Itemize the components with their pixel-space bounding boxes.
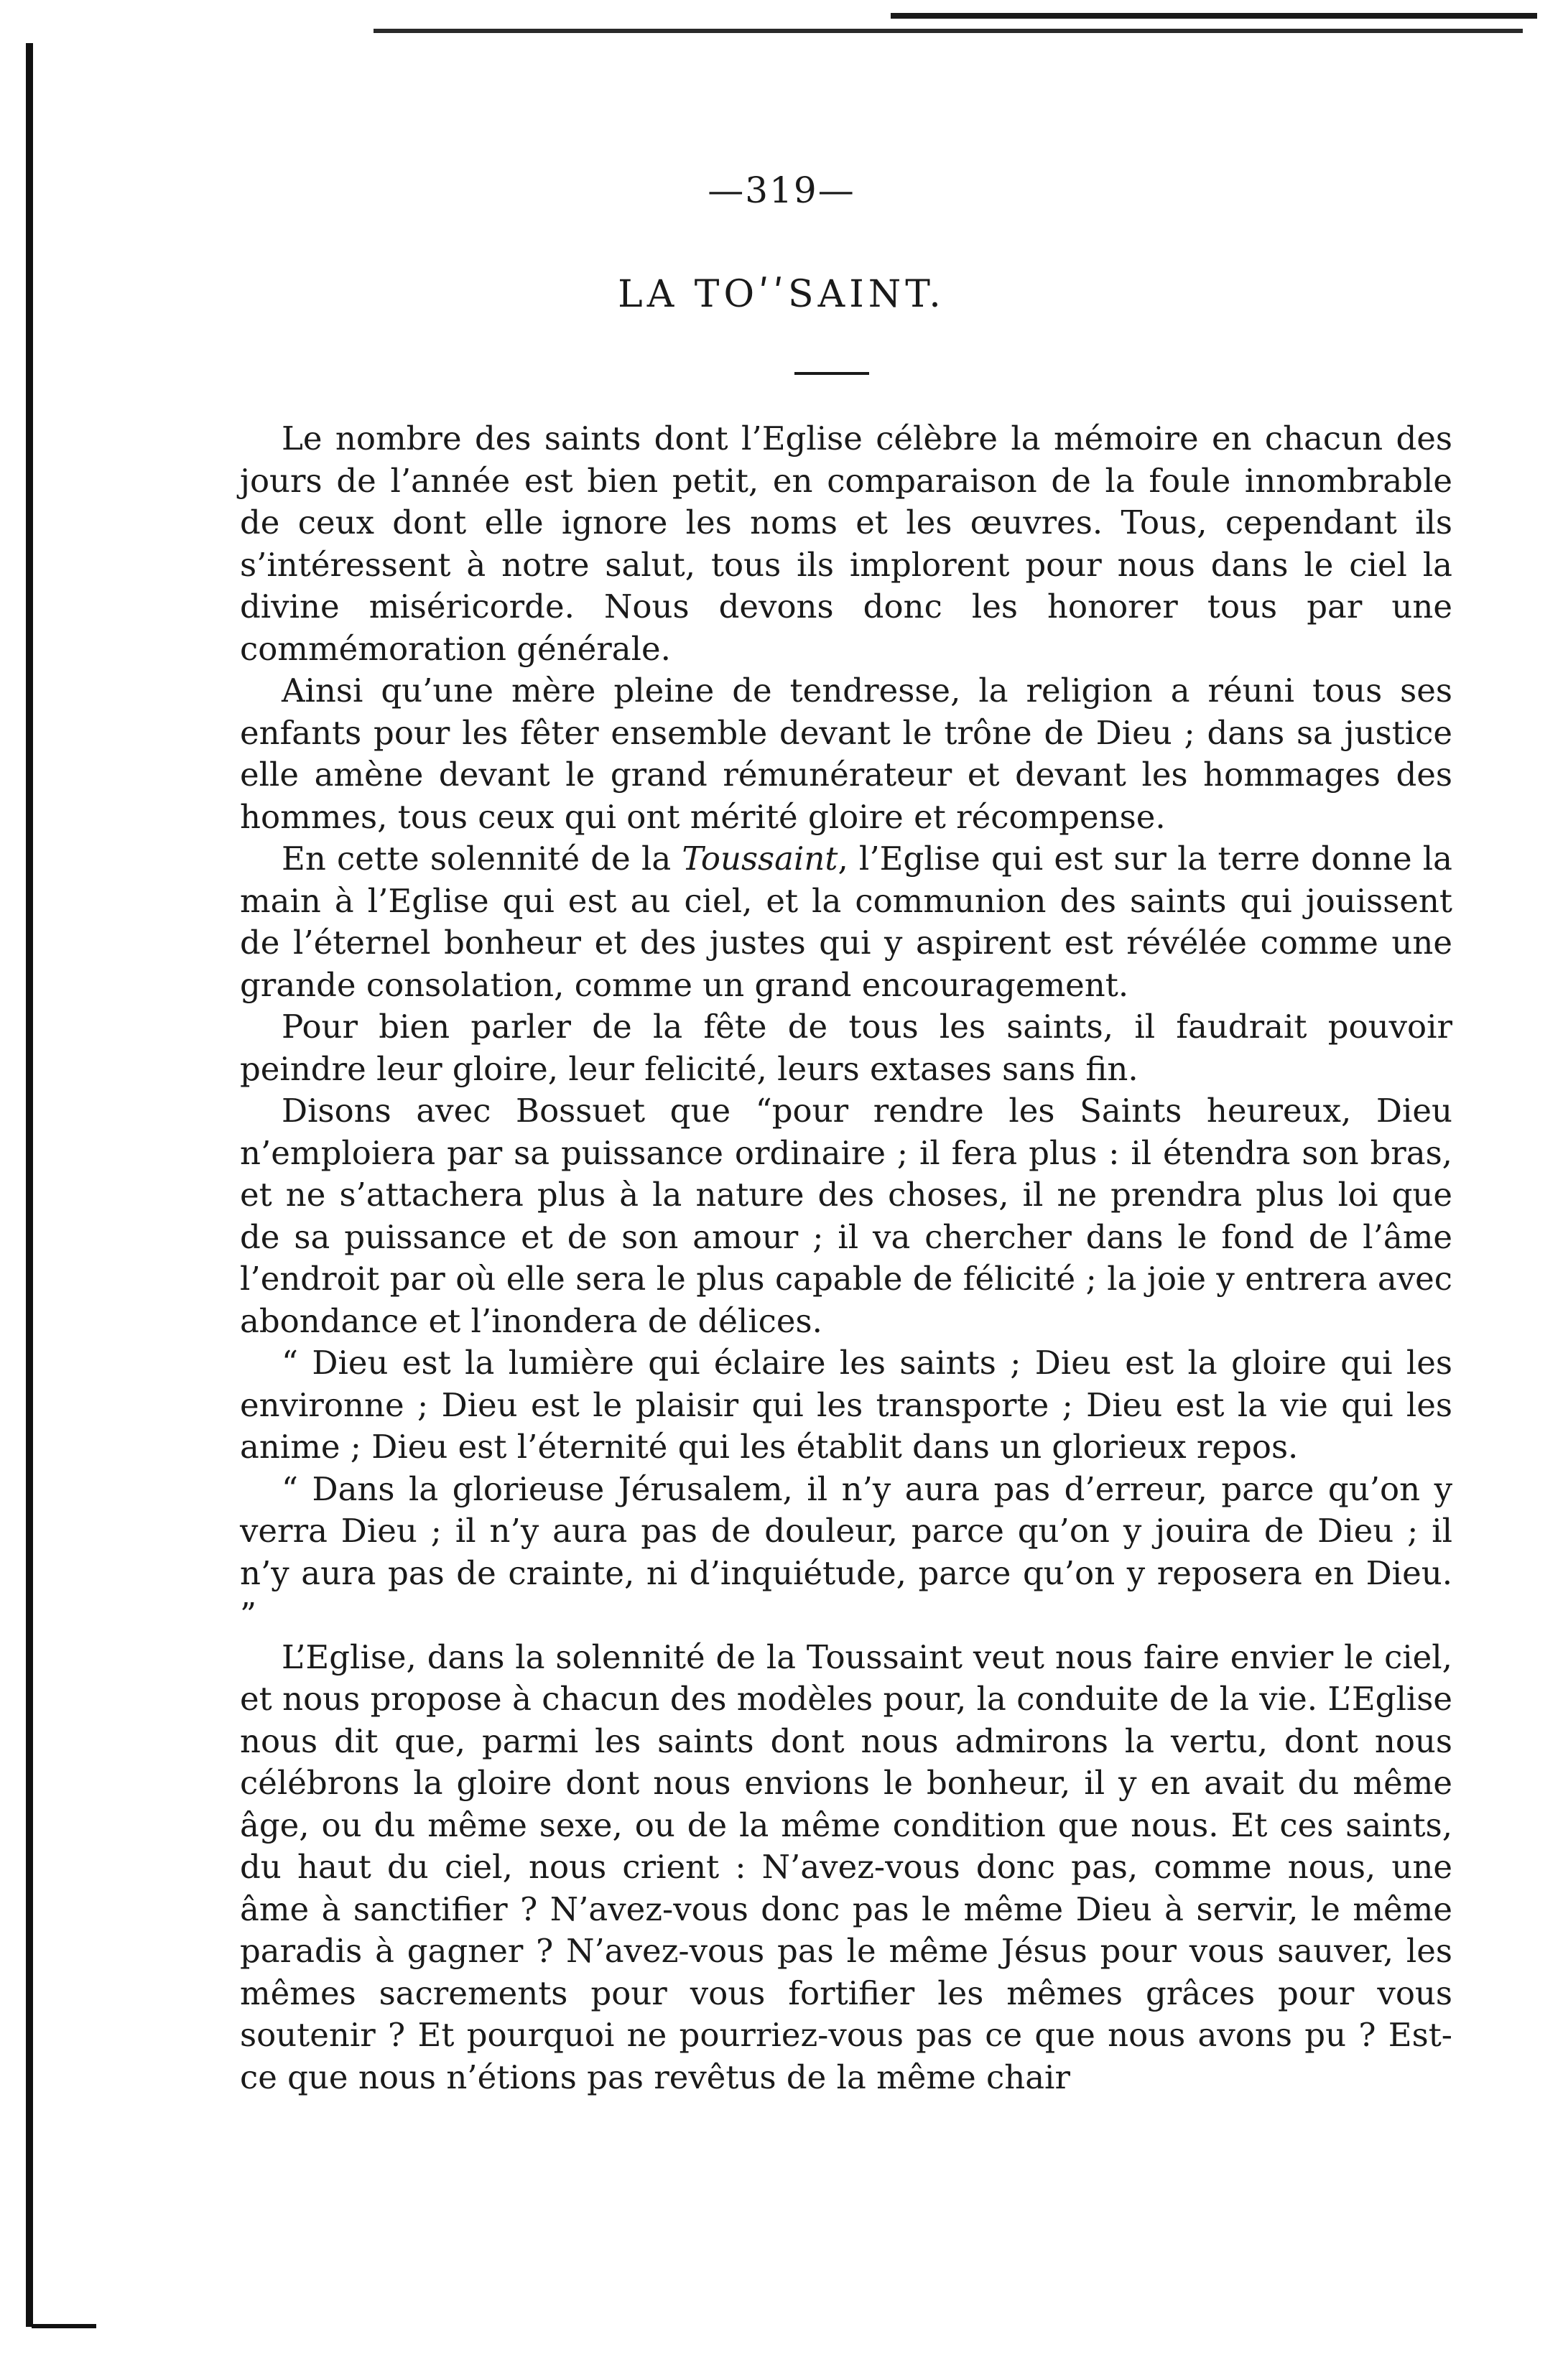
paragraph-3-end: , l’Eglise qui est sur la terre donne la main à l’Eglise qui est au ciel, et la communion des saints qui jouissent de l’éternel bonheur et des justes qui y aspirent est révélée comme une grande consolation, comme un grand encouragement. <box>240 840 1452 1004</box>
toussaint-italic: Toussaint <box>682 840 838 878</box>
title-rule <box>794 372 869 375</box>
paragraph-5: Disons avec Bossuet que “pour rendre les Saints heureux, Dieu n’emploiera par sa puissance ordinaire ; il fera plus : il étendra son bras, et ne s’attachera plus à la nature des choses, il ne prendra plus loi que de sa puissance et de son amour ; il va chercher dans le fond de l’âme l’endroit par où elle sera le plus capable de félicité ; la joie y entrera avec abondance et l’inondera de délices. <box>240 1092 1452 1340</box>
paragraph-4: Pour bien parler de la fête de tous les saints, il faudrait pouvoir peindre leur gloire, leur felicité, leurs extases sans fin. <box>240 1008 1452 1088</box>
paragraph-8: L’Eglise, dans la solennité de la Toussaint veut nous faire envier le ciel, et nous propose à chacun des modèles pour, la conduite de la vie. L’Eglise nous dit que, parmi les saints dont nous admirons la vertu, dont nous célébrons la gloire dont nous envions le bonheur, il y en avait du même âge, ou du même sexe, ou de la même condition que nous. Et ces saints, du haut du ciel, nous crient : N’avez-vous donc pas, comme nous, une âme à sanctifier ? N’avez-vous donc pas le même Dieu à servir, le même paradis à gagner ? N’avez-vous pas le même Jésus pour vous sauver, les mêmes sacrements pour vous fortifier les mêmes grâces pour vous soutenir ? Et pourquoi ne pourriez-vous pas ce que nous avons pu ? Est-ce que nous n’étions pas revêtus de la même chair <box>240 1637 1452 2096</box>
paragraph-1: Le nombre des saints dont l’Eglise célèbre la mémoire en chacun des jours de l’année est bien petit, en comparaison de la foule innombrable de ceux dont elle ignore les noms et les œuvres. Tous, cependant ils s’intéressent à notre salut, tous ils implorent pour nous dans le ciel la divine miséricorde. Nous devons donc les honorer tous par une commémoration générale. <box>240 419 1452 668</box>
body-text <box>240 418 1452 2098</box>
page-number: —319— <box>708 169 855 211</box>
paragraph-3-start: En cette solennité de la <box>282 840 682 878</box>
paragraph-2: Ainsi qu’une mère pleine de tendresse, la religion a réuni tous ses enfants pour les fêter ensemble devant le trône de Dieu ; dans sa justice elle amène devant le grand rémunérateur et devant les hommages des hommes, tous ceux qui ont mérité gloire et récompense. <box>240 671 1452 836</box>
chapter-title: LA TOʹʹSAINT. <box>618 273 945 316</box>
paragraph-6: “ Dieu est la lumière qui éclaire les saints ; Dieu est la gloire qui les environne ; Dieu est le plaisir qui les transporte ; Dieu est la vie qui les anime ; Dieu est l’éternité qui les établit dans un glorieux repos. <box>240 1344 1452 1466</box>
paragraph-3 <box>240 838 1452 1006</box>
paragraph-7: “ Dans la glorieuse Jérusalem, il n’y aura pas d’erreur, parce qu’on y verra Dieu ; il n’y aura pas de douleur, parce qu’on y jouira de Dieu ; il n’y aura pas de crainte, ni d’inquiétude, parce qu’on y reposera en Dieu. ” <box>240 1469 1452 1634</box>
